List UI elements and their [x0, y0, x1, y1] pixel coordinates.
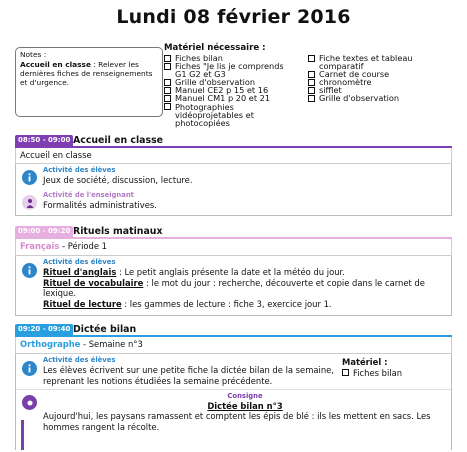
checkbox-icon[interactable] — [164, 95, 171, 102]
eleves-label: Activité des élèves — [43, 356, 116, 364]
materiel-item[interactable]: Grille d'observation — [308, 94, 458, 102]
materiel-item[interactable]: Fiches "Je lis je comprends G1 G2 et G3 — [164, 62, 304, 78]
rituel-anglais: Rituel d'anglais : Le petit anglais présente la date et la météo du jour. — [43, 267, 345, 277]
section-accueil — [15, 135, 452, 216]
consigne-icon — [22, 395, 37, 410]
section-subject: Orthographe - Semaine n°3 — [15, 337, 452, 354]
materiel-col-1 — [164, 54, 304, 127]
section-dictee — [15, 324, 452, 450]
materiel-title: Matériel nécessaire : — [164, 43, 266, 53]
section-subject: Français - Période 1 — [15, 239, 452, 256]
consigne-text: Aujourd'hui, les paysans ramassent et comptent les épis de blé : ils les mettent en sacs. Les hommes rangent la récolte. — [43, 411, 431, 432]
eleves-row — [16, 164, 451, 189]
materiel-item[interactable]: sifflet — [308, 86, 458, 94]
section-header — [15, 135, 452, 148]
rituel-vocabulaire: Rituel de vocabulaire : le mot du jour : recherche, découverte et copie dans le carnet de lexique. — [43, 277, 425, 299]
notes-rest: : Relever les dernières fiches de renseignements et d'urgence. — [20, 60, 153, 87]
section-header — [15, 324, 452, 337]
eleves-label: Activité des élèves — [43, 258, 116, 266]
section-header — [15, 226, 452, 239]
notes-bold: Accueil en classe — [20, 60, 91, 69]
eleves-row — [16, 256, 451, 309]
checkbox-icon[interactable] — [164, 63, 171, 70]
checkbox-icon[interactable] — [164, 87, 171, 94]
enseignant-text: Formalités administratives. — [43, 200, 157, 210]
eleves-label: Activité des élèves — [43, 166, 116, 174]
notes-box — [15, 47, 163, 117]
consigne-title: Dictée bilan n°3 — [207, 401, 283, 412]
materiel-item[interactable]: Manuel CM1 p 20 et 21 — [164, 94, 304, 102]
section-title: Rituels matinaux — [73, 226, 163, 237]
section-time: 08:50 - 09:00 — [15, 135, 73, 146]
rituel-lecture: Rituel de lecture : les gammes de lecture : fiche 3, exercice jour 1. — [43, 298, 332, 309]
notes-title: Notes : — [20, 50, 47, 59]
checkbox-icon[interactable] — [308, 55, 315, 62]
section-title: Dictée bilan — [73, 324, 137, 335]
materiel-item[interactable]: Grille d'observation — [164, 78, 304, 86]
activity-block — [15, 354, 452, 450]
notes-text — [20, 60, 158, 87]
section-title: Accueil en classe — [73, 135, 164, 146]
checkbox-icon[interactable] — [308, 87, 315, 94]
consigne-accent-bar — [21, 420, 24, 450]
materiel-item[interactable]: Fiches bilan — [164, 54, 304, 62]
section-rule — [15, 335, 452, 337]
section-time: 09:00 - 09:20 — [15, 226, 73, 237]
section-rule — [15, 237, 452, 239]
checkbox-icon[interactable] — [308, 79, 315, 86]
activity-block — [15, 164, 452, 216]
materiel-col-2 — [308, 54, 458, 103]
section-time: 09:20 - 09:40 — [15, 324, 73, 335]
materiel-item[interactable]: Fiches bilan — [342, 368, 402, 379]
materiel-item[interactable]: Manuel CE2 p 15 et 16 — [164, 86, 304, 94]
info-icon — [22, 263, 37, 278]
consigne-row — [16, 389, 451, 432]
materiel-item[interactable]: chronomètre — [308, 78, 458, 86]
materiel-item[interactable]: Fiche textes et tableau comparatif — [308, 54, 458, 70]
info-icon — [22, 170, 37, 185]
side-materiel-title: Matériel : — [342, 357, 388, 367]
checkbox-icon[interactable] — [342, 369, 349, 376]
eleves-text: Les élèves écrivent sur une petite fiche la dictée bilan de la semaine, reprenant les notions étudiées la semaine précédente. — [43, 365, 334, 386]
materiel-item[interactable]: Photographies vidéoprojetables et photocopiées — [164, 103, 304, 127]
section-subtitle: Accueil en classe — [15, 148, 452, 164]
teacher-icon — [22, 195, 37, 210]
activity-block — [15, 256, 452, 316]
eleves-row — [16, 354, 341, 386]
side-materiel — [342, 357, 402, 378]
checkbox-icon[interactable] — [308, 71, 315, 78]
section-rituels — [15, 226, 452, 316]
eleves-text: Jeux de société, discussion, lecture. — [43, 175, 193, 185]
info-icon — [22, 361, 37, 376]
consigne-label: Consigne — [227, 392, 263, 401]
enseignant-label: Activité de l'enseignant — [43, 191, 134, 199]
checkbox-icon[interactable] — [164, 103, 171, 110]
checkbox-icon[interactable] — [308, 95, 315, 102]
section-rule — [15, 146, 452, 148]
enseignant-row — [16, 189, 451, 214]
materiel-item[interactable]: Carnet de course — [308, 70, 458, 78]
page-title: Lundi 08 février 2016 — [116, 6, 351, 28]
checkbox-icon[interactable] — [164, 79, 171, 86]
checkbox-icon[interactable] — [164, 55, 171, 62]
